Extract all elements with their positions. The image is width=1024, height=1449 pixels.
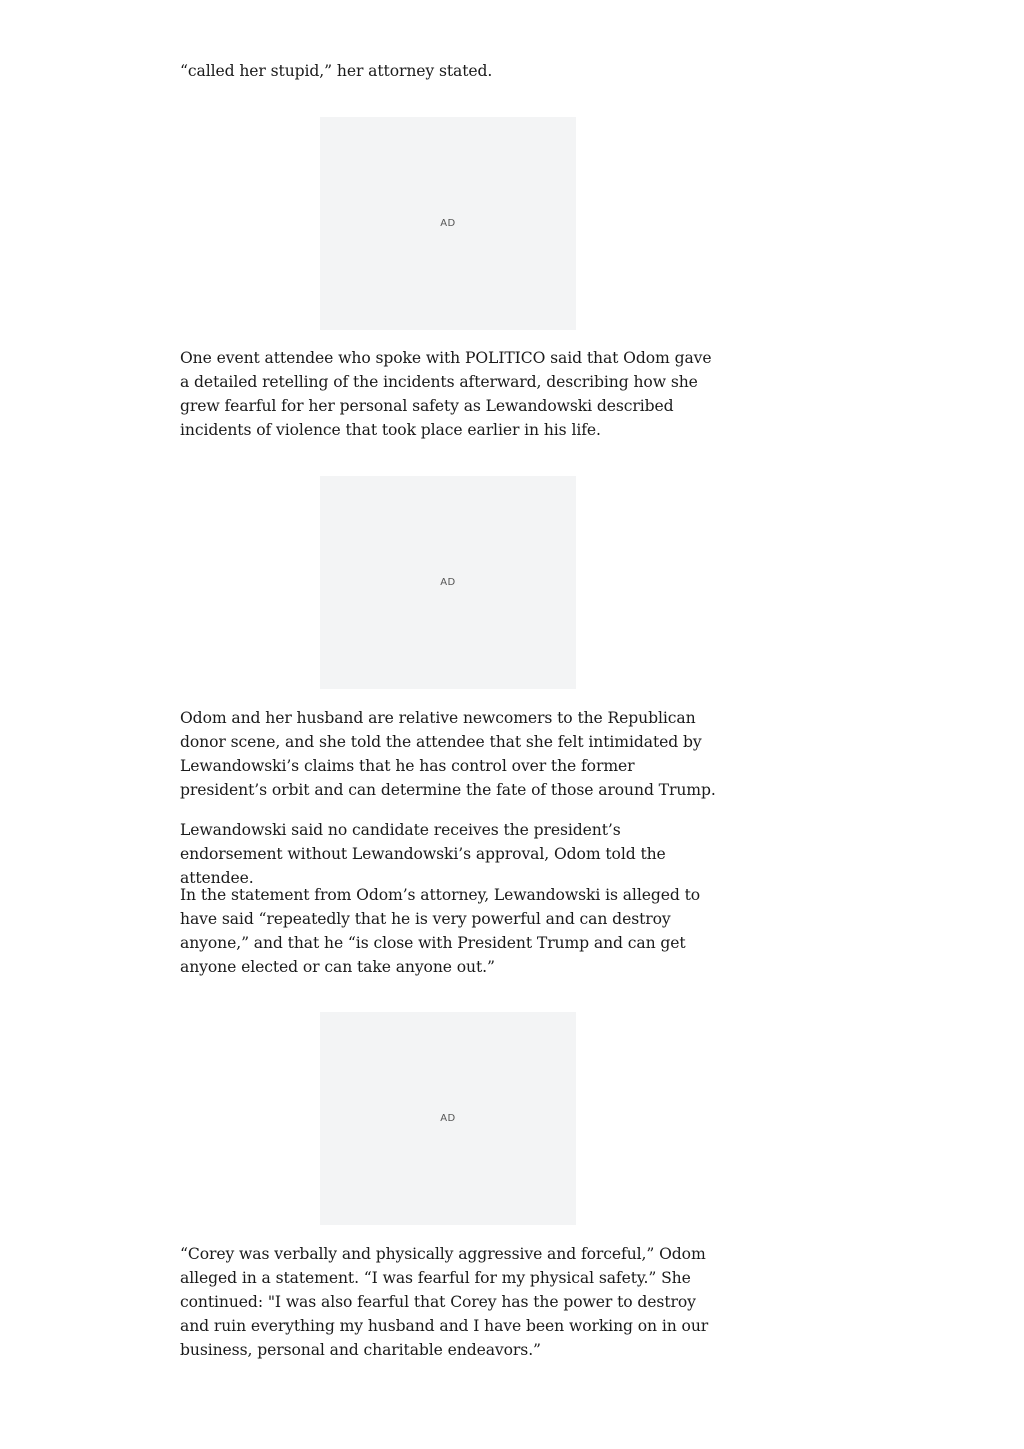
ad-label: AD (440, 577, 456, 588)
ad-slot[interactable] (320, 117, 576, 330)
ad-slot[interactable] (320, 476, 576, 689)
article-paragraph: Lewandowski said no candidate receives the president’s endorsement without Lewandowski’s approval, Odom told the attendee. (180, 821, 666, 887)
article-paragraph: One event attendee who spoke with POLITICO said that Odom gave a detailed retelling of the incidents afterward, describing how she grew fearful for her personal safety as Lewandowski described incidents of violence that took place earlier in his life. (180, 349, 712, 439)
ad-label: AD (440, 218, 456, 229)
article-paragraph: “Corey was verbally and physically aggressive and forceful,” Odom alleged in a statement. “I was fearful for my physical safety.” She continued: "I was also fearful that Corey has the power to destroy and ruin everything my husband and I have been working on in our business, personal and charitable endeavors.” (180, 1245, 709, 1359)
article-paragraph: “called her stupid,” her attorney stated. (180, 62, 493, 80)
ad-slot[interactable] (320, 1012, 576, 1225)
article-paragraph: In the statement from Odom’s attorney, Lewandowski is alleged to have said “repeatedly that he is very powerful and can destroy anyone,” and that he “is close with President Trump and can get anyone elected or can take anyone out.” (180, 886, 701, 976)
ad-label: AD (440, 1113, 456, 1124)
article-paragraph: Odom and her husband are relative newcomers to the Republican donor scene, and she told the attendee that she felt intimidated by Lewandowski’s claims that he has control over the former president’s orbit and can determine the fate of those around Trump. (180, 709, 716, 799)
